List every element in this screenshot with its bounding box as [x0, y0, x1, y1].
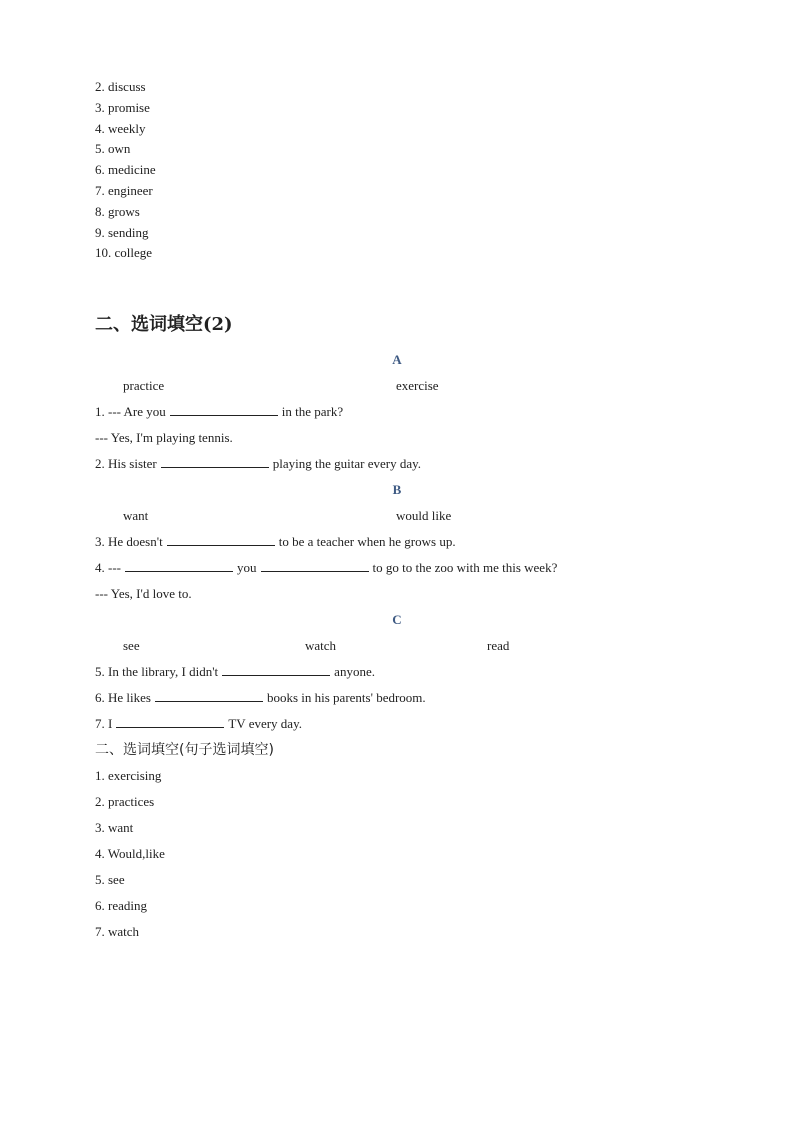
answer-line: 6. medicine	[95, 162, 156, 177]
answer-blank	[222, 664, 330, 676]
answer-line: 2. practices	[95, 794, 155, 809]
question-text: to be a teacher when he grows up.	[278, 534, 456, 549]
answer-line: 5. see	[95, 872, 125, 887]
section-title: 二、选词填空(2)	[95, 314, 233, 335]
question-4	[95, 560, 557, 576]
group-c-label: C	[392, 612, 402, 627]
question-2	[95, 456, 421, 472]
answer-line: 4. Would,like	[95, 846, 165, 861]
answer-line: 8. grows	[95, 204, 140, 219]
question-text: TV every day.	[228, 716, 302, 731]
answer-blank	[116, 716, 224, 728]
word-bank-item: read	[487, 638, 510, 653]
answer-blank	[125, 560, 233, 572]
question-5	[95, 664, 375, 680]
word-bank-item: want	[123, 508, 149, 523]
question-3	[95, 534, 456, 550]
question-1-reply: --- Yes, I'm playing tennis.	[95, 430, 233, 445]
question-text: in the park?	[281, 404, 344, 419]
answer-line: 3. want	[95, 820, 134, 835]
question-text: 5. In the library, I didn't	[95, 664, 219, 679]
answers-title: 二、选词填空(句子选词填空)	[95, 742, 274, 758]
answer-line: 7. engineer	[95, 183, 153, 198]
question-text: 2. His sister	[95, 456, 157, 471]
answer-line: 4. weekly	[95, 121, 146, 136]
question-text: 1. --- Are you	[95, 404, 166, 419]
question-text: 6. He likes	[95, 690, 151, 705]
word-bank-item: see	[123, 638, 140, 653]
answer-blank	[155, 690, 263, 702]
answer-blank	[161, 456, 269, 468]
question-text: playing the guitar every day.	[272, 456, 421, 471]
question-7	[95, 716, 302, 732]
answer-line: 5. own	[95, 141, 131, 156]
answer-line: 7. watch	[95, 924, 140, 939]
group-a-label: A	[392, 352, 402, 367]
question-text: 4. ---	[95, 560, 121, 575]
answer-line: 1. exercising	[95, 768, 162, 783]
answer-line: 6. reading	[95, 898, 147, 913]
word-bank-item: would like	[396, 508, 452, 523]
question-text: 7. I	[95, 716, 113, 731]
question-text: books in his parents' bedroom.	[266, 690, 426, 705]
question-text: 3. He doesn't	[95, 534, 163, 549]
answer-line: 9. sending	[95, 225, 149, 240]
answer-blank	[170, 404, 278, 416]
question-text: anyone.	[334, 664, 375, 679]
word-bank-item: watch	[305, 638, 337, 653]
answer-blank	[261, 560, 369, 572]
answer-blank	[167, 534, 275, 546]
question-6	[95, 690, 426, 706]
question-text: to go to the zoo with me this week?	[372, 560, 558, 575]
question-1	[95, 404, 343, 420]
answer-line: 10. college	[95, 245, 153, 260]
answer-line: 2. discuss	[95, 79, 146, 94]
group-b-label: B	[392, 482, 402, 497]
question-text: you	[237, 560, 257, 575]
question-4-reply: --- Yes, I'd love to.	[95, 586, 192, 601]
word-bank-item: practice	[123, 378, 165, 393]
answer-line: 3. promise	[95, 100, 150, 115]
word-bank-item: exercise	[396, 378, 439, 393]
